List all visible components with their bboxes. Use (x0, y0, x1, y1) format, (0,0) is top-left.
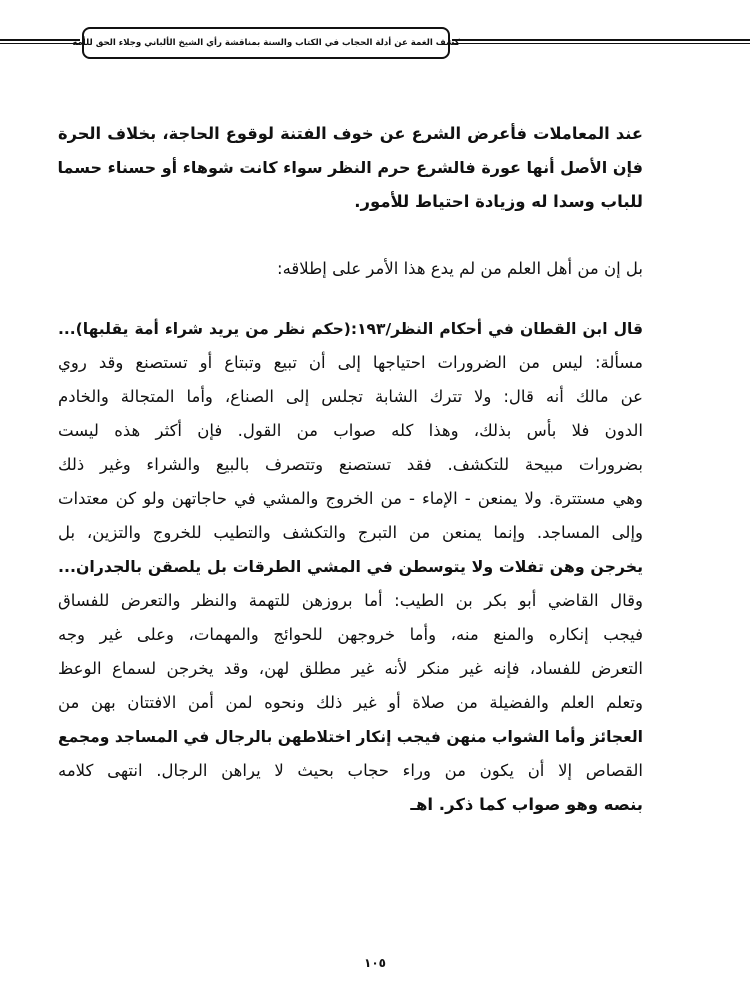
text-line: فيجب إنكاره والمنع منه، وأما خروجهن للحوائج والمهمات، وعلى غير وجه (58, 625, 643, 644)
text-line: وتعلم العلم والفضيلة من صلاة أو غير ذلك ونحوه لمن أمن الافتتان بهن من (58, 693, 643, 712)
paragraph-2 (58, 252, 643, 286)
text-line: فإن الأصل أنها عورة فالشرع حرم النظر سواء كانت شوهاء أو حسناء حسما (57, 158, 643, 177)
text-line: التعرض للفساد، فإنه غير منكر لأنه غير مطلق لهن، وقد يخرجن لسماع الوعظ (58, 659, 643, 678)
text-line: بنصه وهو صواب كما ذكر. اهـ (410, 795, 643, 814)
text-line: بضرورات مبيحة للتكشف. فقد تستصنع وتتصرف بالبيع والشراء وغير ذلك (58, 455, 643, 474)
text-line: قال ابن القطان في أحكام النظر/١٩٣:(حكم نظر من يريد شراء أمة يقلبها)... (58, 320, 643, 338)
paragraph-3 (58, 312, 643, 822)
text-line: للباب وسدا له وزيادة احتياط للأمور. (354, 192, 643, 211)
text-line: العجائز وأما الشواب منهن فيجب إنكار اختلاطهن بالرجال في المساجد ومجمع (58, 728, 643, 746)
text-line: عند المعاملات فأعرض الشرع عن خوف الفتنة لوقوع الحاجة، بخلاف الحرة (58, 124, 643, 143)
page-number: ١٠٥ (364, 956, 386, 970)
text-line: وهي مستترة. ولا يمنعن - الإماء - من الخروج والمشي في حاجاتهن ولو كن معتدات (58, 489, 643, 508)
paragraph-1 (58, 117, 643, 219)
text-line: عن مالك أنه قال: ولا تترك الشابة تجلس إلى الصناع، وأما المتجالة والخادم (58, 387, 643, 406)
running-header (72, 27, 460, 59)
header-rule-left (0, 39, 80, 44)
text-line: بل إن من أهل العلم من لم يدع هذا الأمر على إطلاقه: (277, 259, 643, 278)
text-line: وقال القاضي أبو بكر بن الطيب: أما بروزهن للتهمة والنظر والتعرض للفساق (58, 591, 643, 610)
book-title: كشف الغمة عن أدلة الحجاب في الكتاب والسنة بمناقشة رأي الشيخ الألباني وجلاء الحق للأمة (72, 38, 460, 48)
header-rule-right (452, 39, 750, 44)
text-line: القصاص إلا أن يكون من وراء حجاب بحيث لا يراهن الرجال. انتهى كلامه (58, 761, 643, 780)
text-line: وإلى المساجد. وإنما يمنعن من التبرج والتكشف والتطيب للخروج والتزين، بل (58, 523, 643, 542)
text-line: يخرجن وهن تفلات ولا يتوسطن في المشي الطرقات بل يلصقن بالجدران... (58, 557, 643, 576)
text-line: مسألة: ليس من الضرورات احتياجها إلى أن تبيع وتبتاع أو تستصنع وقد روي (58, 353, 643, 372)
text-line: الدون فلا بأس بذلك، وهذا كله صواب من القول. فإن أكثر هذه ليست (58, 421, 643, 440)
